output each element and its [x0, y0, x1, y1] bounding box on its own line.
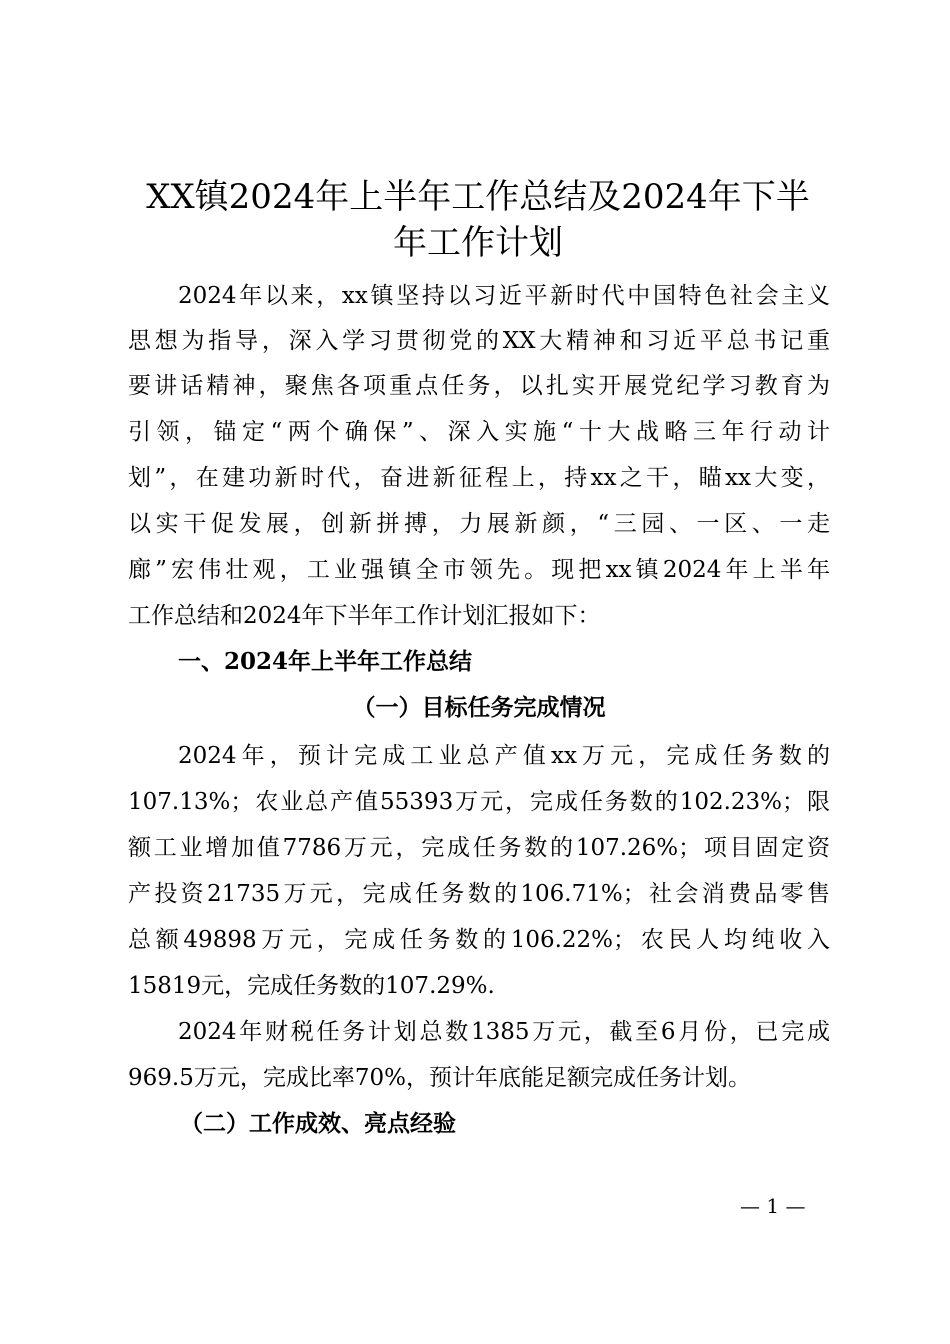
document-title-line-2: 年工作计划 — [393, 223, 563, 263]
body-line: 产投资21735万元，完成任务数的106.71%；社会消费品零售 — [128, 881, 830, 907]
body-line: 额工业增加值7786万元，完成任务数的107.26%；项目固定资 — [128, 835, 830, 861]
body-line: 969.5万元，完成比率70%，预计年底能足额完成任务计划。 — [128, 1065, 751, 1091]
intro-line: 划”，在建功新时代，奋进新征程上，持xx之干，瞄xx大变， — [128, 465, 830, 491]
body-line: 107.13%；农业总产值55393万元，完成任务数的102.23%；限 — [128, 789, 830, 815]
body-line: 总额49898万元，完成任务数的106.22%；农民人均纯收入 — [128, 927, 830, 953]
body-line: 15819元，完成任务数的107.29%. — [128, 973, 495, 999]
subsection-heading: （二）工作成效、亮点经验 — [180, 1111, 456, 1137]
intro-line: 工作总结和2024年下半年工作计划汇报如下： — [128, 603, 601, 629]
intro-line: 要讲话精神，聚焦各项重点任务，以扎实开展党纪学习教育为 — [128, 373, 830, 399]
intro-line: 思想为指导，深入学习贯彻党的XX大精神和习近平总书记重 — [128, 328, 830, 354]
subsection-heading: （一）目标任务完成情况 — [352, 695, 606, 721]
intro-line: 廊”宏伟壮观，工业强镇全市领先。现把xx镇2024年上半年 — [128, 557, 830, 583]
intro-line: 2024年以来，xx镇坚持以习近平新时代中国特色社会主义 — [178, 283, 830, 309]
document-title-line-1: XX镇2024年上半年工作总结及2024年下半 — [146, 177, 810, 217]
body-line: 2024年财税任务计划总数1385万元，截至6月份，已完成 — [178, 1019, 830, 1045]
page-number: — 1 — — [740, 1194, 806, 1218]
intro-line: 引领，锚定“两个确保”、深入实施“十大战略三年行动计 — [128, 419, 830, 445]
body-line: 2024年，预计完成工业总产值xx万元，完成任务数的 — [178, 743, 830, 769]
intro-line: 以实干促发展，创新拼搏，力展新颜，“三园、一区、一走 — [128, 511, 830, 537]
section-heading: 一、2024年上半年工作总结 — [178, 648, 473, 675]
